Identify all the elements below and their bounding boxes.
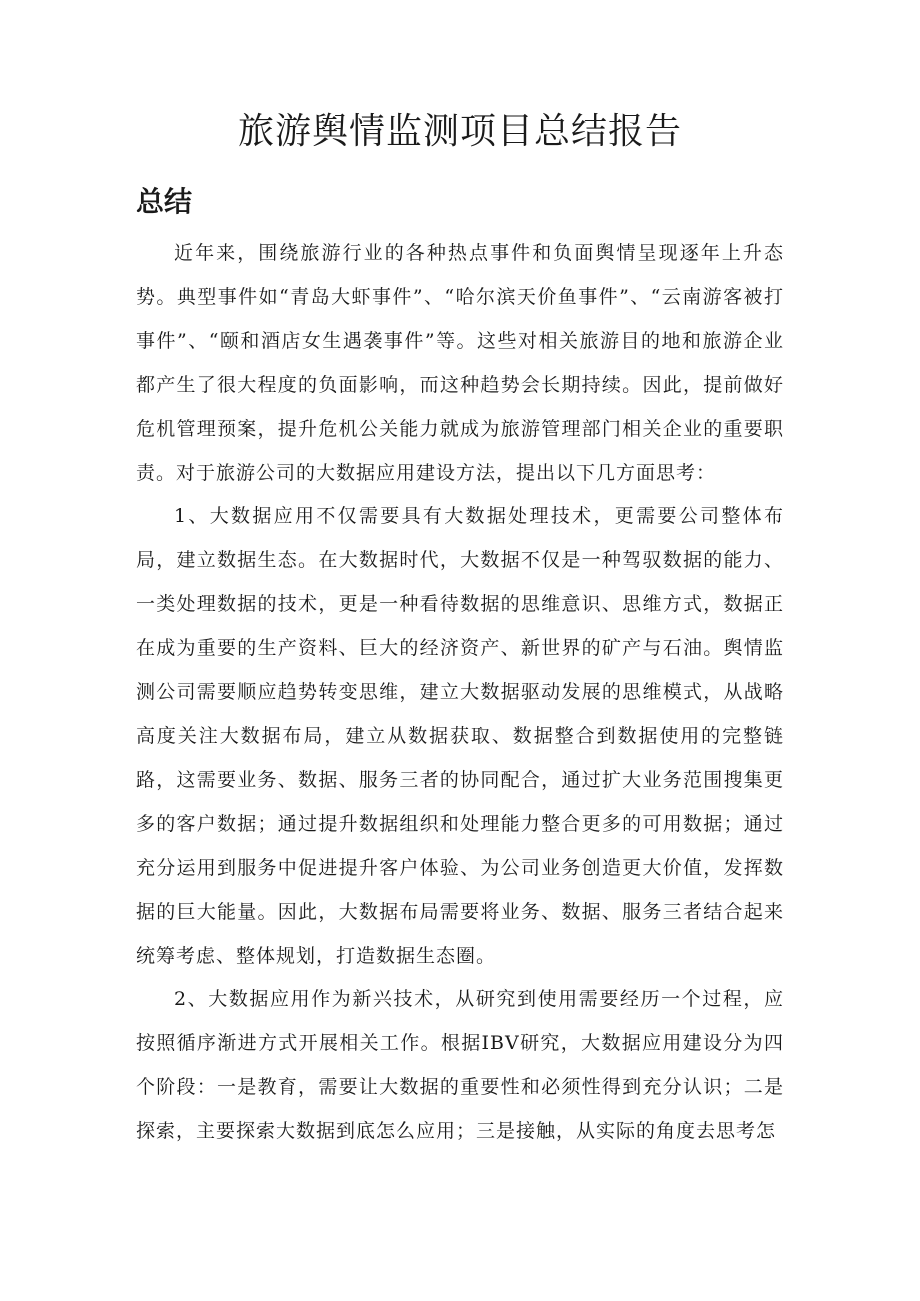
paragraph-intro: 近年来，围绕旅游行业的各种热点事件和负面舆情呈现逐年上升态势。典型事件如“青岛大虾事件”、“哈尔滨天价鱼事件”、“云南游客被打事件”、“颐和酒店女生遇袭事件”等。这些对相关旅游目的地和旅游企业都产生了很大程度的负面影响，而这种趋势会长期持续。因此，提前做好危机管理预案，提升危机公关能力就成为旅游管理部门相关企业的重要职责。对于旅游公司的大数据应用建设方法，提出以下几方面思考： [136, 242, 784, 484]
paragraph-point-1: 1、大数据应用不仅需要具有大数据处理技术，更需要公司整体布局，建立数据生态。在大数据时代，大数据不仅是一种驾驭数据的能力、一类处理数据的技术，更是一种看待数据的思维意识、思维方式，数据正在成为重要的生产资料、巨大的经济资产、新世界的矿产与石油。舆情监测公司需要顺应趋势转变思维，建立大数据驱动发展的思维模式，从战略高度关注大数据布局，建立从数据获取、数据整合到数据使用的完整链路，这需要业务、数据、服务三者的协同配合，通过扩大业务范围搜集更多的客户数据；通过提升数据组织和处理能力整合更多的可用数据；通过充分运用到服务中促进提升客户体验、为公司业务创造更大价值，发挥数据的巨大能量。因此，大数据布局需要将业务、数据、服务三者结合起来统筹考虑、整体规划，打造数据生态圈。 [136, 505, 784, 967]
document-title: 旅游舆情监测项目总结报告 [237, 111, 682, 152]
paragraph-point-2: 2、大数据应用作为新兴技术，从研究到使用需要经历一个过程，应按照循序渐进方式开展相关工作。根据IBV研究，大数据应用建设分为四个阶段：一是教育，需要让大数据的重要性和必须性得到充分认识；二是探索，主要探索大数据到底怎么应用；三是接触，从实际的角度去思考怎 [136, 988, 784, 1143]
document-body [136, 232, 784, 1154]
section-heading: 总结 [136, 185, 193, 218]
